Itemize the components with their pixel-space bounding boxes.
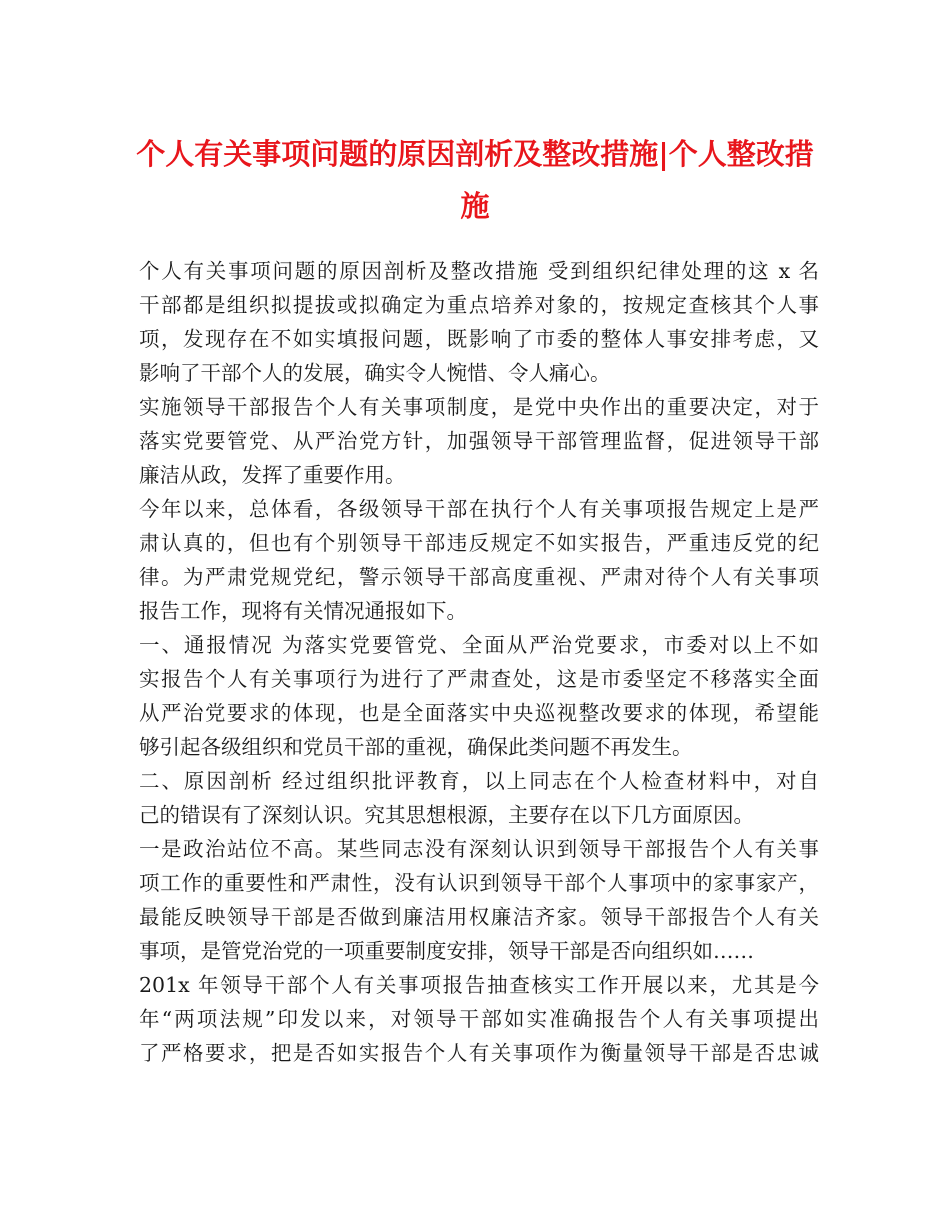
body-line: 了严格要求，把是否如实报告个人有关事项作为衡量领导干部是否忠诚 (139, 1041, 819, 1065)
body-line: 实报告个人有关事项行为进行了严肃查处，这是市委坚定不移落实全面 (139, 667, 819, 691)
body-line: 实施领导干部报告个人有关事项制度，是党中央作出的重要决定，对于 (139, 395, 819, 419)
body-line: 一、通报情况 为落实党要管党、全面从严治党要求，市委对以上不如 (139, 633, 819, 657)
body-line: 最能反映领导干部是否做到廉洁用权廉洁齐家。领导干部报告个人有关 (139, 905, 819, 929)
body-line: 影响了干部个人的发展，确实令人惋惜、令人痛心。 (139, 361, 611, 385)
body-line: 干部都是组织拟提拔或拟确定为重点培养对象的，按规定查核其个人事 (139, 293, 819, 317)
document-title (120, 128, 830, 232)
body-line: 从严治党要求的体现，也是全面落实中央巡视整改要求的体现，希望能 (139, 701, 819, 725)
body-line: 己的错误有了深刻认识。究其思想根源，主要存在以下几方面原因。 (139, 803, 754, 827)
document-body (139, 254, 819, 1070)
body-line: 二、原因剖析 经过组织批评教育，以上同志在个人检查材料中，对自 (139, 769, 819, 793)
body-line: 事项，是管党治党的一项重要制度安排，领导干部是否向组织如…… (139, 939, 754, 963)
body-line: 报告工作，现将有关情况通报如下。 (139, 599, 467, 623)
title-line-1: 个人有关事项问题的原因剖析及整改措施|个人整改措 (136, 137, 814, 171)
body-line: 律。为严肃党规党纪，警示领导干部高度重视、严肃对待个人有关事项 (139, 565, 819, 589)
body-line: 够引起各级组织和党员干部的重视，确保此类问题不再发生。 (139, 735, 693, 759)
body-line: 廉洁从政，发挥了重要作用。 (139, 463, 406, 487)
body-line: 肃认真的，但也有个别领导干部违反规定不如实报告，严重违反党的纪 (139, 531, 819, 555)
body-line: 落实党要管党、从严治党方针，加强领导干部管理监督，促进领导干部 (139, 429, 819, 453)
body-line: 项工作的重要性和严肃性，没有认识到领导干部个人事项中的家事家产， (139, 871, 819, 895)
body-line: 项，发现存在不如实填报问题，既影响了市委的整体人事安排考虑，又 (139, 327, 819, 351)
title-line-2: 施 (460, 189, 490, 223)
body-line: 今年以来，总体看，各级领导干部在执行个人有关事项报告规定上是严 (139, 497, 819, 521)
body-line: 年“两项法规”印发以来，对领导干部如实准确报告个人有关事项提出 (139, 1007, 819, 1031)
body-line: 一是政治站位不高。某些同志没有深刻认识到领导干部报告个人有关事 (139, 837, 819, 861)
body-line: 201x 年领导干部个人有关事项报告抽查核实工作开展以来，尤其是今 (139, 973, 819, 997)
body-line: 个人有关事项问题的原因剖析及整改措施 受到组织纪律处理的这 x 名 (139, 259, 819, 283)
